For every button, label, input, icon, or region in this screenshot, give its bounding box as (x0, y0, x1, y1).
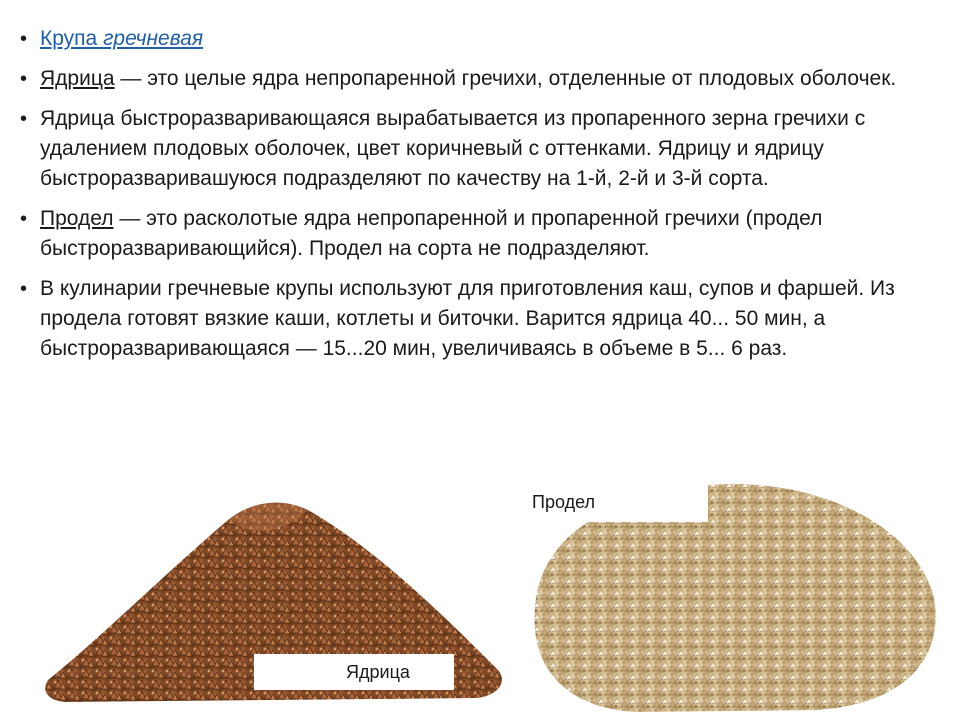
bullet-krupa[interactable] (18, 24, 948, 54)
bullet-list (18, 24, 948, 374)
caption-prodel: Продел (520, 482, 708, 522)
term-yadritsa: Ядрица (40, 67, 115, 90)
bullet-yadritsa (18, 64, 948, 94)
bullet-prodel (18, 204, 948, 264)
term-prodel: Продел (40, 207, 114, 230)
link-text[interactable]: Крупа (40, 27, 104, 50)
bullet-text: В кулинарии гречневые крупы используют для приготовления каш, супов и фаршей. Из продела готовят вязкие каши, котлеты и биточки. Варится ядрица 40... 50 мин, а быстроразваривающаяся — 15...20 мин, увеличиваясь в объеме в 5... 6 раз. (40, 277, 895, 360)
link-krupa-grechnevaya[interactable] (40, 27, 203, 50)
bullet-text: — это целые ядра непропаренной гречихи, отделенные от плодовых оболочек. (114, 67, 897, 90)
link-italic-text[interactable]: гречневая (103, 27, 204, 50)
bullet-text: — это расколотые ядра непропаренной и пропаренной гречихи (продел быстроразваривающийся). Продел на сорта не подразделяют. (40, 207, 823, 260)
bullet-yadritsa-fast (18, 104, 948, 194)
bullet-text: Ядрица быстроразваривающаяся вырабатывается из пропаренного зерна гречихи с удалением плодовых оболочек, цвет коричневый с оттенками. Ядрицу и ядрицу быстроразваривашуюся подразделяют по качеству на 1-й, 2-й и 3-й сорта. (40, 107, 866, 190)
caption-yadritsa: Ядрица (254, 654, 454, 690)
bullet-culinary (18, 274, 948, 364)
